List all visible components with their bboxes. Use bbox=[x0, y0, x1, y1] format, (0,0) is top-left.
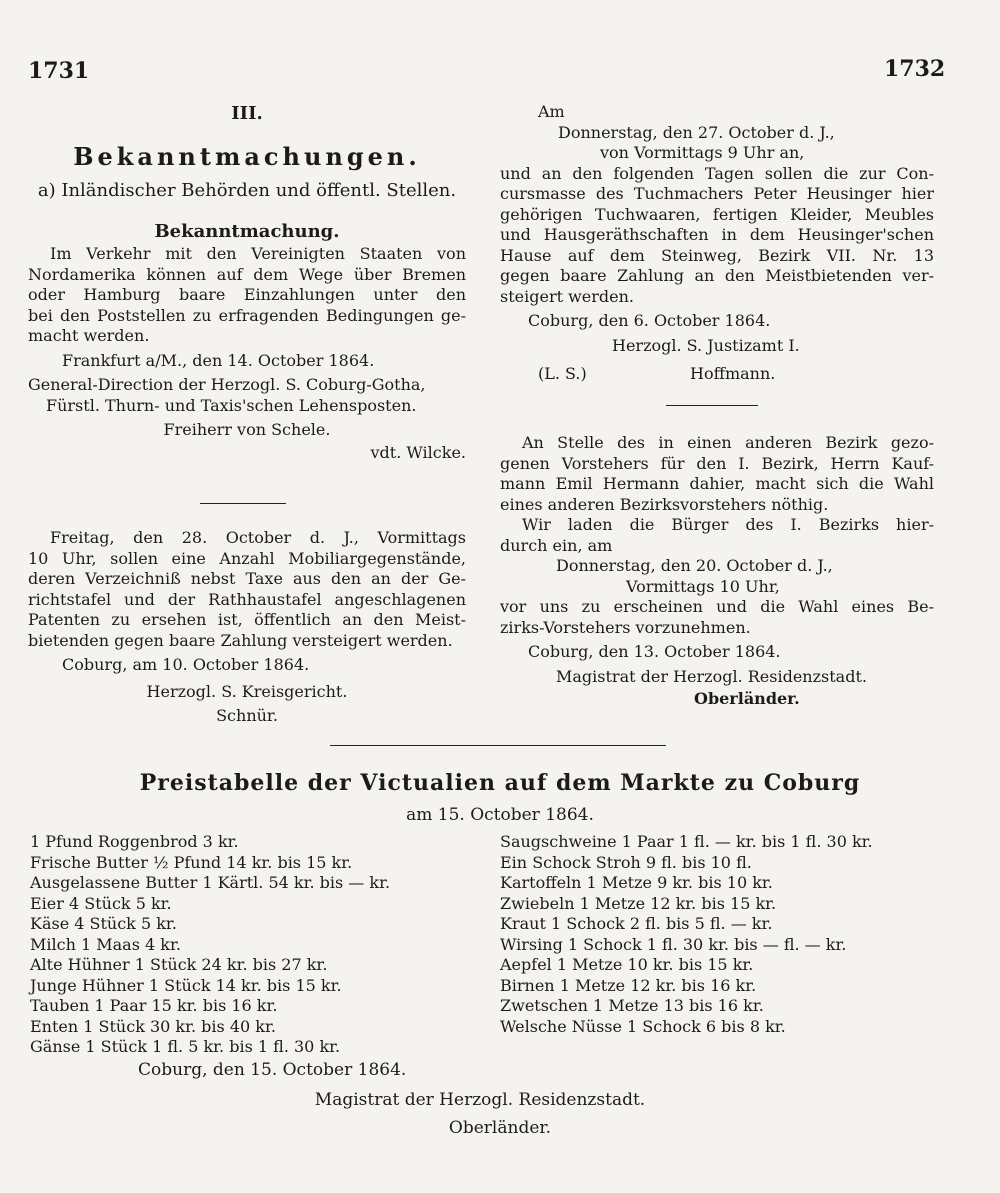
notice-line: bietenden gegen baare Zahlung versteigert werden. bbox=[28, 630, 453, 650]
notice-place-date: Coburg, am 10. October 1864. bbox=[62, 655, 310, 674]
price-table-date: am 15. October 1864. bbox=[406, 805, 594, 825]
notice-line: oder Hamburg baare Einzahlungen unter den bbox=[28, 285, 466, 304]
notice-seal-row bbox=[500, 364, 934, 384]
notice-line: Freitag, den 28. October d. J., Vormittags bbox=[50, 528, 466, 547]
notice-post-remittance bbox=[28, 222, 466, 464]
notice-authority: Magistrat der Herzogl. Residenzstadt. bbox=[556, 666, 867, 686]
notice-signature: Oberländer. bbox=[694, 689, 800, 708]
notice-district-election bbox=[500, 433, 934, 710]
price-item: Tauben 1 Paar 15 kr. bis 16 kr. bbox=[30, 996, 278, 1015]
notice-place-date: Frankfurt a/M., den 14. October 1864. bbox=[62, 350, 375, 370]
notice-authority: Herzogl. S. Kreisgericht. bbox=[146, 681, 348, 701]
price-item: Welsche Nüsse 1 Schock 6 bis 8 kr. bbox=[500, 1016, 786, 1036]
notice-line: Wir laden die Bürger des I. Bezirks hier- bbox=[522, 515, 934, 534]
price-item: Saugschweine 1 Paar 1 fl. — kr. bis 1 fl. 30 kr. bbox=[500, 832, 873, 851]
notice-title: Bekanntmachung. bbox=[154, 220, 340, 242]
notice-place-date: Coburg, den 6. October 1864. bbox=[528, 311, 771, 330]
price-table-place-date: Coburg, den 15. October 1864. bbox=[138, 1060, 407, 1080]
notice-line: genen Vorstehers für den I. Bezirk, Herrn Kauf- bbox=[500, 453, 934, 473]
notice-line: deren Verzeichniß nebst Taxe aus den an der Ge- bbox=[28, 569, 466, 588]
price-table-title: Preistabelle der Victualien auf dem Markte zu Coburg bbox=[139, 770, 861, 796]
left-column bbox=[28, 104, 466, 463]
price-item: Alte Hühner 1 Stück 24 kr. bis 27 kr. bbox=[30, 955, 328, 974]
price-item: Milch 1 Maas 4 kr. bbox=[30, 934, 181, 954]
notice-line: An Stelle des in einen anderen Bezirk gezo- bbox=[522, 433, 934, 452]
notice-signature: Hoffmann. bbox=[690, 364, 776, 383]
seal-mark: (L. S.) bbox=[538, 364, 587, 383]
notice-auction-furniture bbox=[28, 528, 466, 727]
notice-date-line: Donnerstag, den 20. October d. J., bbox=[556, 556, 833, 575]
notice-date-line: Donnerstag, den 27. October d. J., bbox=[558, 122, 835, 142]
price-table-authority: Magistrat der Herzogl. Residenzstadt. bbox=[314, 1090, 646, 1110]
price-item: Junge Hühner 1 Stück 14 kr. bis 15 kr. bbox=[30, 975, 342, 995]
price-item: Birnen 1 Metze 12 kr. bis 16 kr. bbox=[500, 975, 757, 995]
notice-line: steigert werden. bbox=[500, 286, 635, 306]
notice-line: macht werden. bbox=[28, 326, 150, 345]
price-item: 1 Pfund Roggenbrod 3 kr. bbox=[30, 832, 239, 851]
notice-place-date: Coburg, den 13. October 1864. bbox=[528, 642, 781, 661]
notice-line: Im Verkehr mit den Vereinigten Staaten von bbox=[50, 244, 466, 263]
notice-signature: Freiherr von Schele. bbox=[163, 420, 331, 439]
price-item: Aepfel 1 Metze 10 kr. bis 15 kr. bbox=[500, 955, 754, 974]
notice-authority: Fürstl. Thurn- und Taxis'schen Lehensposten. bbox=[46, 395, 417, 415]
price-item: Käse 4 Stück 5 kr. bbox=[30, 914, 177, 933]
notice-line: Patenten zu ersehen ist, öffentlich an den Meist- bbox=[28, 610, 466, 629]
notice-line: vor uns zu erscheinen und die Wahl eines Be- bbox=[500, 597, 934, 616]
notice-line: gehörigen Tuchwaaren, fertigen Kleider, Meubles bbox=[500, 204, 934, 224]
notice-line: bei den Poststellen zu erfragenden Bedingungen ge- bbox=[28, 305, 466, 325]
price-item: Ausgelassene Butter 1 Kärtl. 54 kr. bis — kr. bbox=[30, 873, 391, 892]
notice-time-line: Vormittags 10 Uhr, bbox=[626, 576, 780, 596]
notice-line: richtstafel und der Rathhaustafel angeschlagenen bbox=[28, 589, 466, 609]
section-title: Bekanntmachungen. bbox=[73, 141, 421, 171]
notice-bankruptcy-auction bbox=[500, 102, 934, 384]
notice-line: zirks-Vorstehers vorzunehmen. bbox=[500, 617, 751, 637]
notice-line: eines anderen Bezirksvorstehers nöthig. bbox=[500, 494, 829, 514]
notice-authority: General-Direction der Herzogl. S. Coburg-Gotha, bbox=[28, 375, 426, 394]
notice-line: gegen baare Zahlung an den Meistbietenden ver- bbox=[500, 266, 934, 285]
notice-signature: vdt. Wilcke. bbox=[370, 442, 466, 462]
notice-line: Am bbox=[538, 102, 565, 121]
notice-line: mann Emil Hermann dahier, macht sich die Wahl bbox=[500, 474, 934, 493]
notice-line: und an den folgenden Tagen sollen die zur Con- bbox=[500, 163, 934, 183]
price-item: Ein Schock Stroh 9 fl. bis 10 fl. bbox=[500, 852, 752, 872]
price-list-left bbox=[30, 832, 470, 1058]
price-item: Frische Butter ½ Pfund 14 kr. bis 15 kr. bbox=[30, 852, 353, 872]
notice-authority: Herzogl. S. Justizamt I. bbox=[612, 335, 800, 355]
price-item: Zwetschen 1 Metze 13 bis 16 kr. bbox=[500, 996, 764, 1015]
subsection-title: a) Inländischer Behörden und öffentl. Stellen. bbox=[37, 180, 457, 201]
notice-line: durch ein, am bbox=[500, 535, 613, 555]
section-number: III. bbox=[231, 103, 263, 124]
price-item: Eier 4 Stück 5 kr. bbox=[30, 893, 172, 913]
notice-signature: Schnür. bbox=[216, 706, 278, 725]
notice-line: Nordamerika können auf dem Wege über Bremen bbox=[28, 264, 466, 284]
page-number-right: 1732 bbox=[884, 56, 946, 82]
price-item: Gänse 1 Stück 1 fl. 5 kr. bis 1 fl. 30 kr. bbox=[30, 1037, 341, 1056]
separator-rule bbox=[666, 405, 758, 406]
price-table-signature: Oberländer. bbox=[448, 1118, 552, 1138]
notice-line: Hause auf dem Steinweg, Bezirk VII. Nr. 13 bbox=[500, 245, 934, 265]
notice-line: 10 Uhr, sollen eine Anzahl Mobiliargegenstände, bbox=[28, 548, 466, 568]
separator-rule bbox=[200, 503, 286, 504]
notice-line: cursmasse des Tuchmachers Peter Heusinger hier bbox=[500, 184, 934, 203]
price-item: Kraut 1 Schock 2 fl. bis 5 fl. — kr. bbox=[500, 914, 773, 933]
price-item: Wirsing 1 Schock 1 fl. 30 kr. bis — fl. — kr. bbox=[500, 934, 847, 954]
price-item: Zwiebeln 1 Metze 12 kr. bis 15 kr. bbox=[500, 893, 777, 913]
notice-line: und Hausgeräthschaften in dem Heusinger'schen bbox=[500, 225, 934, 244]
page-number-left: 1731 bbox=[28, 58, 90, 84]
section-rule bbox=[330, 745, 666, 746]
notice-time-line: von Vormittags 9 Uhr an, bbox=[600, 143, 805, 162]
price-list-right bbox=[500, 832, 940, 1037]
price-item: Enten 1 Stück 30 kr. bis 40 kr. bbox=[30, 1016, 276, 1036]
price-item: Kartoffeln 1 Metze 9 kr. bis 10 kr. bbox=[500, 873, 773, 892]
